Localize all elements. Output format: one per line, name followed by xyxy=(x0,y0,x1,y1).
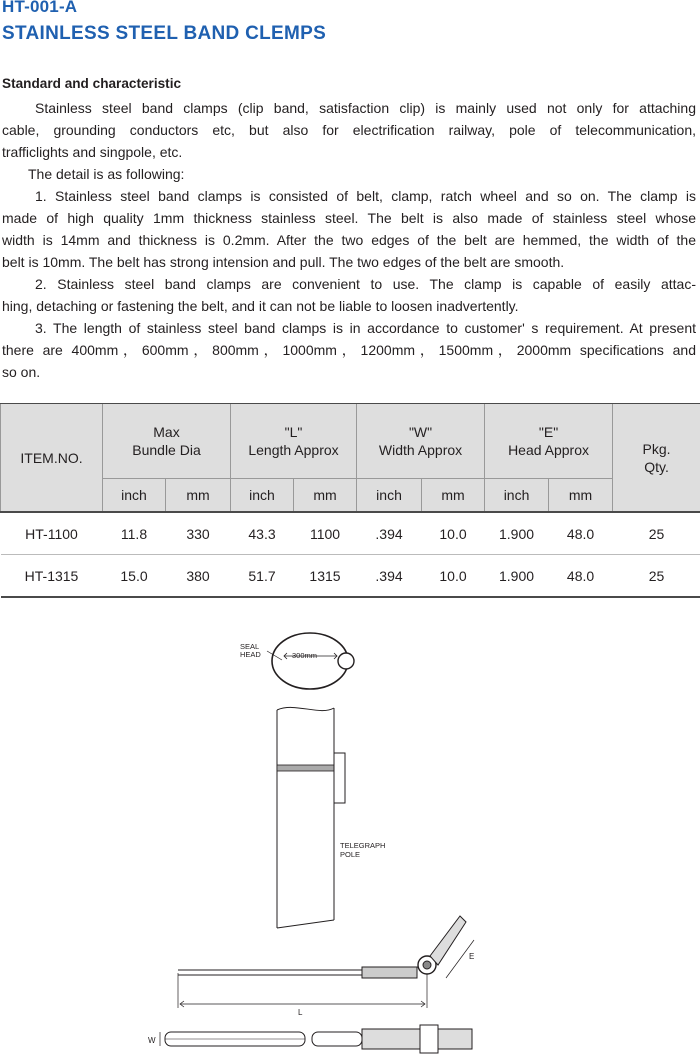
value-cell: 1.900 xyxy=(485,555,549,598)
value-cell: 43.3 xyxy=(231,512,294,555)
header-line: Width Approx xyxy=(378,442,463,458)
head-label: HEAD xyxy=(240,650,261,659)
spec-table xyxy=(0,404,700,598)
value-cell: 51.7 xyxy=(231,555,294,598)
section-heading: Standard and characteristic xyxy=(2,76,182,91)
ratchet-top xyxy=(420,1025,438,1053)
width-header xyxy=(357,404,485,479)
header-line: Qty. xyxy=(644,458,669,475)
item-cell: HT-1100 xyxy=(1,512,103,555)
w-label: W xyxy=(148,1036,156,1045)
unit-header: inch xyxy=(231,479,294,513)
pole-bottom-edge xyxy=(277,920,334,928)
length-header xyxy=(231,404,357,479)
seal-on-pole xyxy=(334,753,345,803)
unit-header: mm xyxy=(422,479,485,513)
header-line: "W" xyxy=(408,424,433,440)
value-cell: 48.0 xyxy=(549,512,613,555)
header-line: Max xyxy=(153,424,180,440)
table-header-row xyxy=(1,404,700,479)
value-cell: 11.8 xyxy=(103,512,166,555)
unit-header: inch xyxy=(103,479,166,513)
header-line: Bundle Dia xyxy=(132,442,201,458)
detail-heading: The detail is as following: xyxy=(28,166,185,182)
value-cell: .394 xyxy=(357,512,422,555)
head-header xyxy=(485,404,613,479)
band-side-view xyxy=(178,916,474,1008)
table-row xyxy=(1,512,700,555)
page-title: STAINLESS STEEL BAND CLEMPS xyxy=(2,23,327,44)
product-code: HT-001-A xyxy=(2,0,78,16)
unit-header: inch xyxy=(357,479,422,513)
qty-cell: 25 xyxy=(613,555,700,598)
item2-line: 2. Stainless steel band clamps are convenient to use. The clamp is capable of easily attac- xyxy=(35,276,696,292)
seal-label: SEAL xyxy=(240,642,260,651)
item3-line: so on. xyxy=(2,364,41,380)
value-cell: 330 xyxy=(166,512,231,555)
intro-line: cable, grounding conductors etc, but also for electrification railway, pole of telecommunication, xyxy=(2,122,696,138)
band-loop xyxy=(272,633,348,689)
value-cell: 1.900 xyxy=(485,512,549,555)
telegraph-pole-view xyxy=(277,707,345,928)
item1-line: width is 14mm and thickness is 0.2mm. After the two edges of the belt are hemmed, the width of the xyxy=(2,232,696,248)
pole-label: POLE xyxy=(340,850,361,859)
pole-top-curve xyxy=(277,707,334,710)
item3-line: there are 400mm，600mm，800mm，1000mm，1200mm，1500mm，2000mm specifications and xyxy=(2,342,696,358)
value-cell: 48.0 xyxy=(549,555,613,598)
unit-header: mm xyxy=(294,479,357,513)
band-on-pole xyxy=(277,765,334,771)
header-line: "L" xyxy=(284,424,303,440)
dimension-label: 300mm xyxy=(292,651,318,660)
value-cell: 15.0 xyxy=(103,555,166,598)
seal-head-shape xyxy=(338,653,354,669)
telegraph-label: TELEGRAPH xyxy=(340,841,386,850)
item-cell: HT-1315 xyxy=(1,555,103,598)
value-cell: .394 xyxy=(357,555,422,598)
pkg-qty-header xyxy=(613,404,700,512)
value-cell: 10.0 xyxy=(422,555,485,598)
value-cell: 1315 xyxy=(294,555,357,598)
intro-line: Stainless steel band clamps (clip band, satisfaction clip) is mainly used not only for attaching xyxy=(35,100,696,116)
ratchet-hub xyxy=(423,961,431,969)
unit-header: mm xyxy=(549,479,613,513)
item1-line: belt is 10mm. The belt has strong intension and pull. The two edges of the belt are smooth. xyxy=(2,254,565,270)
description-text xyxy=(2,97,696,383)
clamp-diagram xyxy=(0,620,700,1060)
value-cell: 1100 xyxy=(294,512,357,555)
value-cell: 380 xyxy=(166,555,231,598)
header-line: "E" xyxy=(538,424,559,440)
unit-header: mm xyxy=(166,479,231,513)
intro-line: trafficlights and singpole, etc. xyxy=(2,144,183,160)
l-label: L xyxy=(298,1008,303,1017)
table-unit-row xyxy=(1,479,700,513)
unit-header: inch xyxy=(485,479,549,513)
item3-line: 3. The length of stainless steel band clamps is in accordance to customer' s requirement. At present xyxy=(35,320,696,336)
band-strip-right xyxy=(312,1032,362,1046)
clamp-ring-view xyxy=(267,633,354,689)
max-bundle-header xyxy=(103,404,231,479)
table-row xyxy=(1,555,700,598)
item-no-header: ITEM.NO. xyxy=(1,404,103,512)
value-cell: 10.0 xyxy=(422,512,485,555)
header-line: Length Approx xyxy=(248,442,339,458)
e-label: E xyxy=(469,952,475,961)
band-top-view xyxy=(160,1025,472,1053)
clamp-top-body xyxy=(362,1029,472,1049)
item2-line: hing, detaching or fastening the belt, and it can not be liable to loosen inadvertently. xyxy=(2,298,519,314)
header-line: Head Approx xyxy=(508,442,590,458)
item1-line: 1. Stainless steel band clamps is consisted of belt, clamp, ratch wheel and so on. The clamp is xyxy=(35,188,696,204)
header-line: Pkg. xyxy=(642,440,671,457)
item1-line: made of high quality 1mm thickness stainless steel. The belt is also made of stainless steel whose xyxy=(2,210,696,226)
clamp-body xyxy=(362,967,417,978)
qty-cell: 25 xyxy=(613,512,700,555)
